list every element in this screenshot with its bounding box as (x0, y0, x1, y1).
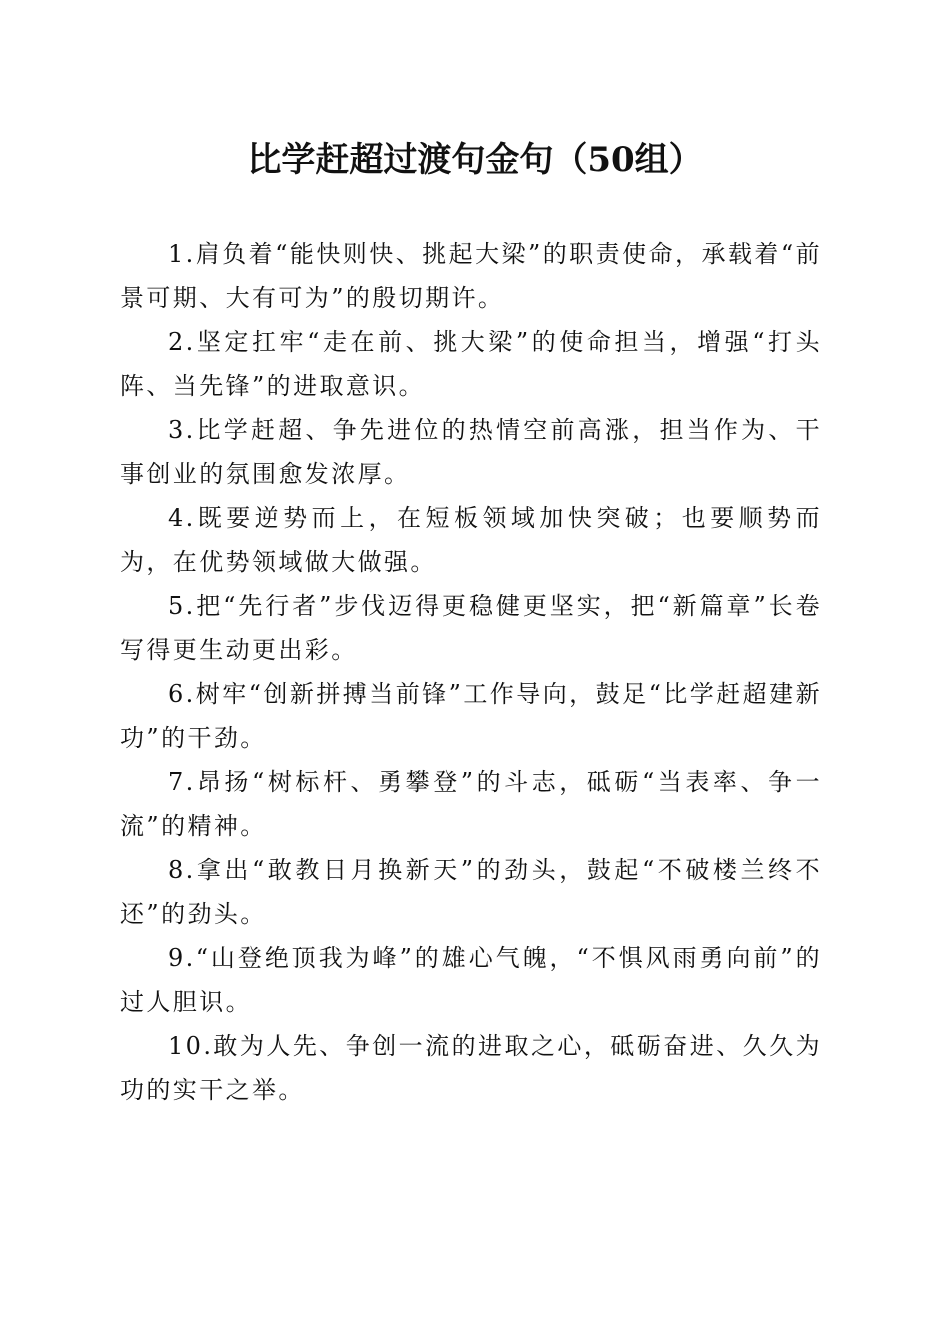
paragraph-3: 3.比学赶超、争先进位的热情空前高涨，担当作为、干事创业的氛围愈发浓厚。 (120, 416, 822, 488)
paragraph-4: 4.既要逆势而上，在短板领域加快突破；也要顺势而为，在优势领域做大做强。 (120, 504, 822, 576)
paragraph-5: 5.把“先行者”步伐迈得更稳健更坚实，把“新篇章”长卷写得更生动更出彩。 (120, 592, 822, 664)
document-body (120, 232, 822, 1112)
paragraph-6: 6.树牢“创新拼搏当前锋”工作导向，鼓足“比学赶超建新功”的干劲。 (120, 680, 822, 752)
paragraph-10: 10.敢为人先、争创一流的进取之心，砥砺奋进、久久为功的实干之举。 (120, 1032, 822, 1104)
paragraph-8: 8.拿出“敢教日月换新天”的劲头，鼓起“不破楼兰终不还”的劲头。 (120, 856, 822, 928)
paragraph-7: 7.昂扬“树标杆、勇攀登”的斗志，砥砺“当表率、争一流”的精神。 (120, 768, 822, 840)
paragraph-2: 2.坚定扛牢“走在前、挑大梁”的使命担当，增强“打头阵、当先锋”的进取意识。 (120, 328, 822, 400)
paragraph-9: 9.“山登绝顶我为峰”的雄心气魄，“不惧风雨勇向前”的过人胆识。 (120, 944, 822, 1016)
document-title: 比学赶超过渡句金句（50组） (247, 140, 703, 180)
paragraph-1: 1.肩负着“能快则快、挑起大梁”的职责使命，承载着“前景可期、大有可为”的殷切期许。 (120, 240, 822, 312)
